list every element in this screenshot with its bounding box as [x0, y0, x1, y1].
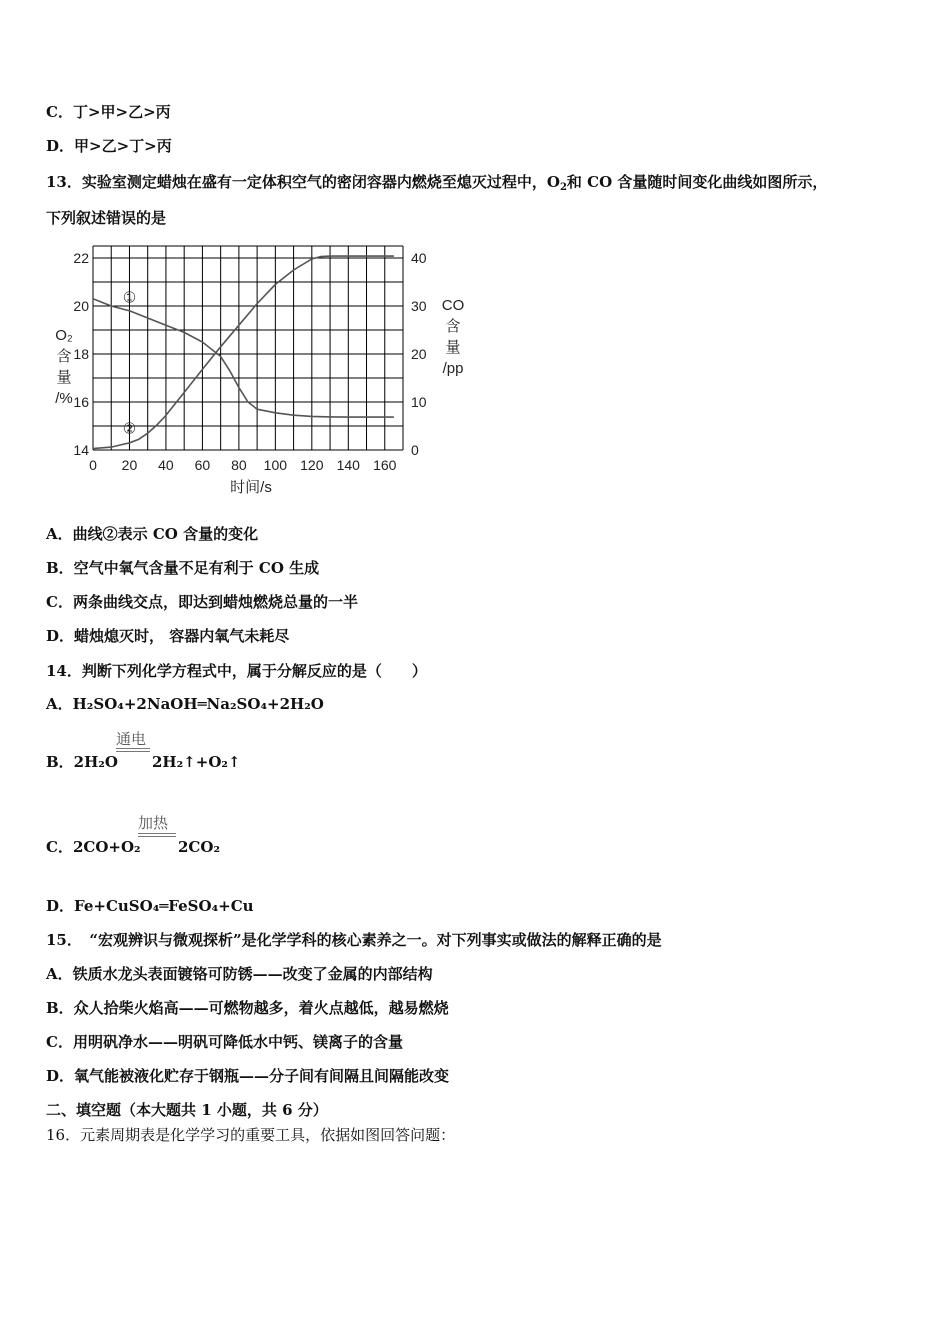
x-tick-label: 160	[373, 457, 397, 473]
section-2-title: 二、填空题（本大题共 1 小题，共 6 分）	[46, 1101, 328, 1119]
q14-b-condition: 通电	[116, 730, 147, 748]
y-right-tick-label: 40	[411, 250, 427, 266]
q16-stem: 16．元素周期表是化学学习的重要工具，依据如图回答问题：	[46, 1126, 456, 1144]
y-right-axis-label: 量	[445, 339, 461, 356]
q14-option-c[interactable]: C．2CO+O₂	[46, 838, 141, 856]
y-left-axis-label: /%	[55, 390, 73, 407]
y-left-tick-label: 14	[73, 442, 89, 458]
y-left-tick-label: 20	[73, 298, 89, 314]
q14-b-arrow-line2	[116, 751, 150, 752]
y-right-tick-label: 10	[411, 394, 427, 410]
prev-option-c[interactable]: C．丁>甲>乙>丙	[46, 103, 171, 121]
curve-marker-label: ①	[122, 289, 137, 307]
y-right-axis-label: CO	[441, 297, 465, 314]
q14-stem: 14．判断下列化学方程式中，属于分解反应的是（ ）	[46, 662, 427, 680]
q14-option-b[interactable]: B．2H₂O	[46, 753, 118, 771]
y-left-axis-label: 量	[56, 369, 72, 386]
y-left-tick-label: 16	[73, 394, 89, 410]
q14-c-condition: 加热	[138, 814, 169, 832]
x-tick-label: 0	[89, 457, 97, 473]
q13-stem-line2: 下列叙述错误的是	[46, 209, 167, 227]
q15-option-d[interactable]: D．氧气能被液化贮存于钢瓶——分子间有间隔且间隔能改变	[46, 1067, 450, 1085]
y-left-axis-label: O₂	[55, 327, 73, 344]
q14-c-arrow	[138, 833, 176, 834]
y-right-tick-label: 30	[411, 298, 427, 314]
x-tick-label: 60	[194, 457, 211, 473]
y-right-axis-label: 含	[445, 318, 461, 335]
q13-stem-line1: 13．实验室测定蜡烛在盛有一定体积空气的密闭容器内燃烧至熄灭过程中，$O_2$和 CO 含量随时间变化曲线如图所示，	[46, 173, 828, 193]
x-tick-label: 40	[158, 457, 174, 473]
q13-option-a[interactable]: A．曲线②表示 CO 含量的变化	[46, 525, 259, 543]
curve-marker-label: ②	[122, 420, 137, 438]
q13-option-b[interactable]: B．空气中氧气含量不足有利于 CO 生成	[46, 559, 320, 577]
x-tick-label: 80	[231, 457, 247, 473]
x-tick-label: 20	[121, 457, 138, 473]
q14-option-d[interactable]: D．Fe+CuSO₄═FeSO₄+Cu	[46, 897, 254, 915]
q15-option-a[interactable]: A．铁质水龙头表面镀铬可防锈——改变了金属的内部结构	[46, 965, 433, 983]
q15-option-c[interactable]: C．用明矾净水——明矾可降低水中钙、镁离子的含量	[46, 1033, 403, 1051]
x-tick-label: 140	[336, 457, 360, 473]
q13-option-c[interactable]: C．两条曲线交点，即达到蜡烛燃烧总量的一半	[46, 593, 358, 611]
y-left-tick-label: 22	[73, 250, 89, 266]
q13-chart	[50, 238, 480, 500]
x-tick-label: 100	[263, 457, 288, 473]
y-right-tick-label: 20	[411, 346, 427, 362]
q14-b-products: 2H₂↑+O₂↑	[152, 753, 241, 771]
q15-option-b[interactable]: B．众人拾柴火焰高——可燃物越多，着火点越低，越易燃烧	[46, 999, 449, 1017]
q14-option-a[interactable]: A．H₂SO₄+2NaOH═Na₂SO₄+2H₂O	[46, 695, 324, 713]
q14-c-arrow-line2	[138, 836, 176, 837]
x-axis-label: 时间/s	[230, 479, 272, 496]
x-tick-label: 120	[300, 457, 324, 473]
q15-stem: 15． “宏观辨识与微观探析”是化学学科的核心素养之一。对下列事实或做法的解释正确的是	[46, 931, 662, 949]
y-left-axis-label: 含	[56, 348, 72, 365]
y-right-axis-label: /pp	[442, 360, 464, 377]
prev-option-d[interactable]: D．甲>乙>丁>丙	[46, 137, 172, 155]
y-left-tick-label: 18	[73, 346, 89, 362]
y-right-tick-label: 0	[411, 442, 419, 458]
q14-b-arrow	[116, 748, 150, 749]
q14-c-products: 2CO₂	[178, 838, 221, 856]
q13-option-d[interactable]: D．蜡烛熄灭时， 容器内氧气未耗尽	[46, 627, 290, 645]
